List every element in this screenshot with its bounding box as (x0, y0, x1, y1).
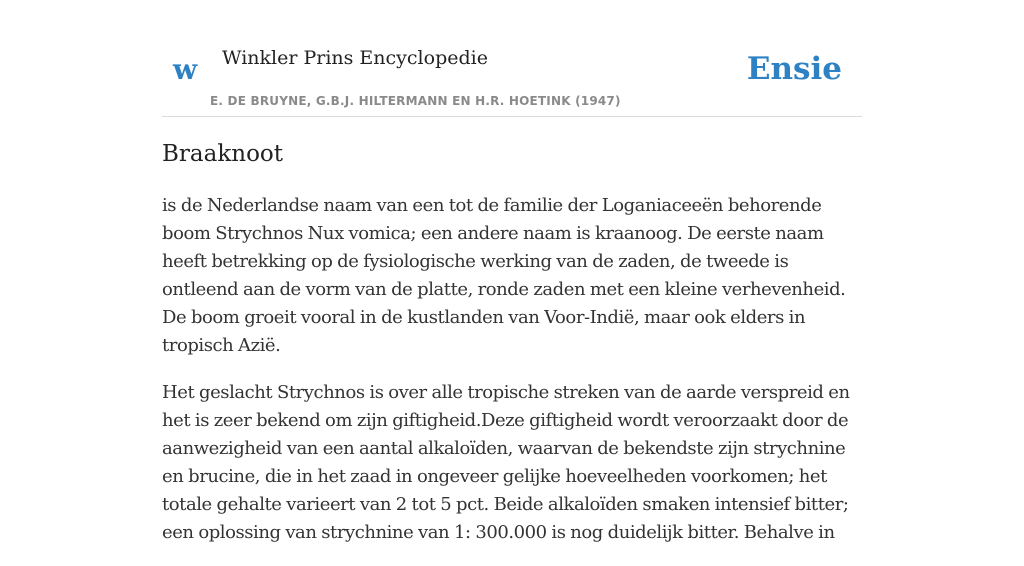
ensie-logo[interactable]: Ensie (746, 51, 842, 87)
article-title: Braaknoot (162, 141, 284, 167)
article-paragraph: Het geslacht Strychnos is over alle tropische streken van de aarde verspreid en het is zeer bekend om zijn giftigheid.Deze giftigheid wordt veroorzaakt door de aanwezigheid van een aantal alkaloïden, waarvan de bekendste zijn strychnine en brucine, die in het zaad in ongeveer gelijke hoeveelheden voorkomen; het totale gehalte varieert van 2 tot 5 pct. Beide alkaloïden smaken intensief bitter; een oplossing van strychnine van 1: 300.000 is nog duidelijk bitter. Behalve in (162, 382, 850, 543)
encyclopedia-title[interactable]: Winkler Prins Encyclopedie (222, 47, 488, 69)
article-body (162, 192, 862, 566)
winkler-prins-logo-icon[interactable]: w (173, 53, 198, 86)
encyclopedia-authors: E. DE BRUYNE, G.B.J. HILTERMANN EN H.R. HOETINK (1947) (210, 94, 621, 108)
site-header (162, 40, 862, 117)
article-paragraph: is de Nederlandse naam van een tot de familie der Loganiaceeën behorende boom Strychnos Nux vomica; een andere naam is kraanoog. De eerste naam heeft betrekking op de fysiologische werking van de zaden, de tweede is ontleend aan de vorm van de platte, ronde zaden met een kleine verhevenheid. De boom groeit vooral in de kustlanden van Voor-Indië, maar ook elders in tropisch Azië. (162, 195, 846, 356)
